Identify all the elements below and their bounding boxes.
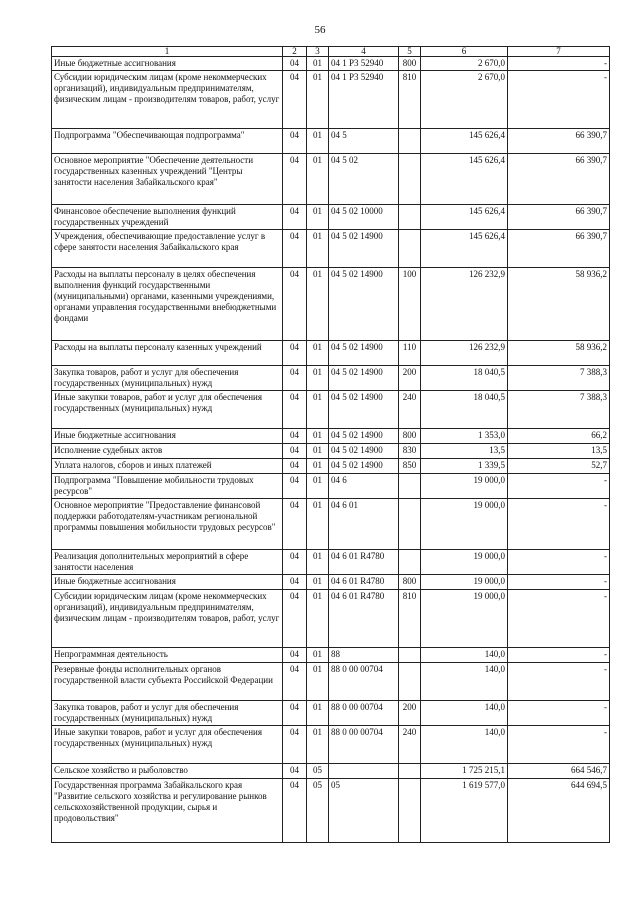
amount-planned: 19 000,0: [421, 590, 508, 648]
item-name: Расходы на выплаты персоналу в целях обеспечения выполнения функций государственными (муниципальными) органами, казенными учреждениями, органами управления государственными внебюджетными фондами: [52, 268, 283, 341]
target-article-code: 04 5 02 10000: [329, 205, 399, 230]
amount-executed: 58 936,2: [508, 341, 610, 366]
table-row: [52, 575, 610, 590]
table-row: [52, 663, 610, 701]
amount-executed: -: [508, 726, 610, 764]
subsection-code: 01: [307, 341, 329, 366]
target-article-code: 04 5 02 14900: [329, 230, 399, 268]
column-header: 7: [508, 47, 610, 57]
subsection-code: 01: [307, 474, 329, 499]
expense-type-code: [399, 764, 421, 779]
amount-planned: 126 232,9: [421, 268, 508, 341]
item-name: Расходы на выплаты персоналу казенных учреждений: [52, 341, 283, 366]
amount-planned: 145 626,4: [421, 129, 508, 154]
target-article-code: 04 5 02 14900: [329, 391, 399, 429]
expense-type-code: [399, 154, 421, 205]
item-name: Иные бюджетные ассигнования: [52, 429, 283, 444]
target-article-code: [329, 764, 399, 779]
amount-planned: 1 619 577,0: [421, 779, 508, 843]
amount-executed: 66 390,7: [508, 230, 610, 268]
item-name: Исполнение судебных актов: [52, 444, 283, 459]
table-row: [52, 474, 610, 499]
table-row: [52, 590, 610, 648]
column-header: 1: [52, 47, 283, 57]
item-name: Закупка товаров, работ и услуг для обеспечения государственных (муниципальных) нужд: [52, 701, 283, 726]
target-article-code: 88 0 00 00704: [329, 663, 399, 701]
section-code: 04: [283, 459, 307, 474]
expense-type-code: 800: [399, 57, 421, 71]
amount-executed: 664 546,7: [508, 764, 610, 779]
subsection-code: 01: [307, 648, 329, 663]
subsection-code: 01: [307, 701, 329, 726]
amount-planned: 145 626,4: [421, 154, 508, 205]
subsection-code: 01: [307, 459, 329, 474]
amount-executed: 13,5: [508, 444, 610, 459]
amount-executed: -: [508, 575, 610, 590]
amount-executed: -: [508, 701, 610, 726]
target-article-code: 88 0 00 00704: [329, 701, 399, 726]
expense-type-code: [399, 129, 421, 154]
amount-planned: 140,0: [421, 726, 508, 764]
amount-planned: 145 626,4: [421, 205, 508, 230]
target-article-code: 04 5 02: [329, 154, 399, 205]
amount-planned: 1 725 215,1: [421, 764, 508, 779]
amount-planned: 18 040,5: [421, 391, 508, 429]
expense-type-code: 240: [399, 391, 421, 429]
amount-executed: -: [508, 499, 610, 550]
subsection-code: 01: [307, 230, 329, 268]
item-name: Основное мероприятие "Обеспечение деятельности государственных казенных учреждений "Центры занятости населения Забайкальского края": [52, 154, 283, 205]
expense-type-code: 240: [399, 726, 421, 764]
expense-type-code: 800: [399, 575, 421, 590]
target-article-code: 04 6 01 R4780: [329, 550, 399, 575]
target-article-code: 04 5 02 14900: [329, 366, 399, 391]
amount-planned: 140,0: [421, 663, 508, 701]
subsection-code: 01: [307, 391, 329, 429]
section-code: 04: [283, 701, 307, 726]
subsection-code: 01: [307, 71, 329, 129]
item-name: Финансовое обеспечение выполнения функций государственных учреждений: [52, 205, 283, 230]
subsection-code: 01: [307, 205, 329, 230]
subsection-code: 01: [307, 268, 329, 341]
target-article-code: 05: [329, 779, 399, 843]
expense-type-code: [399, 779, 421, 843]
amount-planned: 19 000,0: [421, 499, 508, 550]
expense-type-code: [399, 230, 421, 268]
target-article-code: 04 5 02 14900: [329, 429, 399, 444]
column-header: 5: [399, 47, 421, 57]
budget-table: [51, 46, 610, 843]
amount-planned: 140,0: [421, 701, 508, 726]
target-article-code: 04 5 02 14900: [329, 268, 399, 341]
expense-type-code: [399, 663, 421, 701]
subsection-code: 05: [307, 764, 329, 779]
target-article-code: 04 6 01: [329, 499, 399, 550]
amount-executed: 7 388,3: [508, 366, 610, 391]
amount-executed: -: [508, 550, 610, 575]
item-name: Реализация дополнительных мероприятий в сфере занятости населения: [52, 550, 283, 575]
target-article-code: 04 5 02 14900: [329, 341, 399, 366]
column-header: 2: [283, 47, 307, 57]
item-name: Иные закупки товаров, работ и услуг для обеспечения государственных (муниципальных) нужд: [52, 391, 283, 429]
amount-executed: 52,7: [508, 459, 610, 474]
table-row: [52, 648, 610, 663]
section-code: 04: [283, 366, 307, 391]
subsection-code: 01: [307, 550, 329, 575]
amount-executed: 644 694,5: [508, 779, 610, 843]
amount-planned: 2 670,0: [421, 57, 508, 71]
section-code: 04: [283, 764, 307, 779]
target-article-code: 04 6 01 R4780: [329, 575, 399, 590]
item-name: Субсидии юридическим лицам (кроме некоммерческих организаций), индивидуальным предпринимателям, физическим лицам - производителям товаров, работ, услуг: [52, 71, 283, 129]
amount-planned: 19 000,0: [421, 550, 508, 575]
table-row: [52, 205, 610, 230]
subsection-code: 01: [307, 366, 329, 391]
column-header: 3: [307, 47, 329, 57]
expense-type-code: [399, 205, 421, 230]
section-code: 04: [283, 474, 307, 499]
expense-type-code: 200: [399, 701, 421, 726]
section-code: 04: [283, 230, 307, 268]
amount-planned: 19 000,0: [421, 575, 508, 590]
amount-executed: -: [508, 57, 610, 71]
target-article-code: 04 1 Р3 52940: [329, 57, 399, 71]
amount-executed: 66 390,7: [508, 205, 610, 230]
expense-type-code: 800: [399, 429, 421, 444]
amount-executed: -: [508, 71, 610, 129]
expense-type-code: 200: [399, 366, 421, 391]
item-name: Основное мероприятие "Предоставление финансовой поддержки работодателям-участникам региональной программы повышения мобильности трудовых ресурсов": [52, 499, 283, 550]
table-row: [52, 550, 610, 575]
table-row: [52, 444, 610, 459]
section-code: 04: [283, 648, 307, 663]
table-row: [52, 779, 610, 843]
subsection-code: 01: [307, 57, 329, 71]
section-code: 04: [283, 129, 307, 154]
expense-type-code: [399, 648, 421, 663]
section-code: 04: [283, 550, 307, 575]
table-row: [52, 154, 610, 205]
table-row: [52, 391, 610, 429]
section-code: 04: [283, 429, 307, 444]
amount-planned: 19 000,0: [421, 474, 508, 499]
target-article-code: 04 5: [329, 129, 399, 154]
section-code: 04: [283, 71, 307, 129]
amount-executed: -: [508, 590, 610, 648]
item-name: Иные бюджетные ассигнования: [52, 57, 283, 71]
header-row: [52, 47, 610, 57]
expense-type-code: 810: [399, 590, 421, 648]
subsection-code: 01: [307, 154, 329, 205]
expense-type-code: 810: [399, 71, 421, 129]
amount-executed: -: [508, 648, 610, 663]
item-name: Уплата налогов, сборов и иных платежей: [52, 459, 283, 474]
amount-planned: 18 040,5: [421, 366, 508, 391]
amount-planned: 13,5: [421, 444, 508, 459]
table-row: [52, 341, 610, 366]
table-row: [52, 429, 610, 444]
expense-type-code: 850: [399, 459, 421, 474]
expense-type-code: [399, 499, 421, 550]
item-name: Учреждения, обеспечивающие предоставление услуг в сфере занятости населения Забайкальского края: [52, 230, 283, 268]
subsection-code: 01: [307, 429, 329, 444]
amount-executed: 66 390,7: [508, 129, 610, 154]
amount-executed: -: [508, 474, 610, 499]
section-code: 04: [283, 726, 307, 764]
amount-planned: 140,0: [421, 648, 508, 663]
table-row: [52, 129, 610, 154]
section-code: 04: [283, 779, 307, 843]
section-code: 04: [283, 341, 307, 366]
table-row: [52, 366, 610, 391]
item-name: Государственная программа Забайкальского края "Развитие сельского хозяйства и регулирование рынков сельскохозяйственной продукции, сырья и продовольствия": [52, 779, 283, 843]
table-body: [52, 57, 610, 843]
expense-type-code: [399, 550, 421, 575]
section-code: 04: [283, 499, 307, 550]
section-code: 04: [283, 575, 307, 590]
table-row: [52, 459, 610, 474]
expense-type-code: 830: [399, 444, 421, 459]
item-name: Резервные фонды исполнительных органов государственной власти субъекта Российской Федерации: [52, 663, 283, 701]
item-name: Подпрограмма "Повышение мобильности трудовых ресурсов": [52, 474, 283, 499]
amount-planned: 126 232,9: [421, 341, 508, 366]
table-row: [52, 57, 610, 71]
section-code: 04: [283, 205, 307, 230]
target-article-code: 88: [329, 648, 399, 663]
subsection-code: 01: [307, 590, 329, 648]
subsection-code: 01: [307, 444, 329, 459]
expense-type-code: 110: [399, 341, 421, 366]
subsection-code: 01: [307, 129, 329, 154]
amount-planned: 2 670,0: [421, 71, 508, 129]
table-row: [52, 230, 610, 268]
section-code: 04: [283, 663, 307, 701]
section-code: 04: [283, 391, 307, 429]
table-row: [52, 726, 610, 764]
subsection-code: 01: [307, 726, 329, 764]
section-code: 04: [283, 268, 307, 341]
target-article-code: 04 1 Р3 52940: [329, 71, 399, 129]
target-article-code: 04 6 01 R4780: [329, 590, 399, 648]
subsection-code: 01: [307, 499, 329, 550]
target-article-code: 04 5 02 14900: [329, 444, 399, 459]
target-article-code: 04 5 02 14900: [329, 459, 399, 474]
expense-type-code: [399, 474, 421, 499]
amount-executed: 66 390,7: [508, 154, 610, 205]
amount-executed: 66,2: [508, 429, 610, 444]
section-code: 04: [283, 154, 307, 205]
section-code: 04: [283, 57, 307, 71]
item-name: Закупка товаров, работ и услуг для обеспечения государственных (муниципальных) нужд: [52, 366, 283, 391]
amount-planned: 1 339,5: [421, 459, 508, 474]
section-code: 04: [283, 444, 307, 459]
item-name: Непрограммная деятельность: [52, 648, 283, 663]
amount-planned: 145 626,4: [421, 230, 508, 268]
column-header: 4: [329, 47, 399, 57]
section-code: 04: [283, 590, 307, 648]
subsection-code: 01: [307, 575, 329, 590]
expense-type-code: 100: [399, 268, 421, 341]
amount-executed: -: [508, 663, 610, 701]
item-name: Иные закупки товаров, работ и услуг для обеспечения государственных (муниципальных) нужд: [52, 726, 283, 764]
column-header: 6: [421, 47, 508, 57]
item-name: Иные бюджетные ассигнования: [52, 575, 283, 590]
amount-executed: 58 936,2: [508, 268, 610, 341]
table-row: [52, 764, 610, 779]
page-number: 56: [314, 24, 326, 36]
target-article-code: 88 0 00 00704: [329, 726, 399, 764]
table-row: [52, 701, 610, 726]
amount-executed: 7 388,3: [508, 391, 610, 429]
table-row: [52, 499, 610, 550]
amount-planned: 1 353,0: [421, 429, 508, 444]
table-row: [52, 268, 610, 341]
target-article-code: 04 6: [329, 474, 399, 499]
item-name: Субсидии юридическим лицам (кроме некоммерческих организаций), индивидуальным предпринимателям, физическим лицам - производителям товаров, работ, услуг: [52, 590, 283, 648]
item-name: Сельское хозяйство и рыболовство: [52, 764, 283, 779]
subsection-code: 05: [307, 779, 329, 843]
table-row: [52, 71, 610, 129]
item-name: Подпрограмма "Обеспечивающая подпрограмма": [52, 129, 283, 154]
subsection-code: 01: [307, 663, 329, 701]
